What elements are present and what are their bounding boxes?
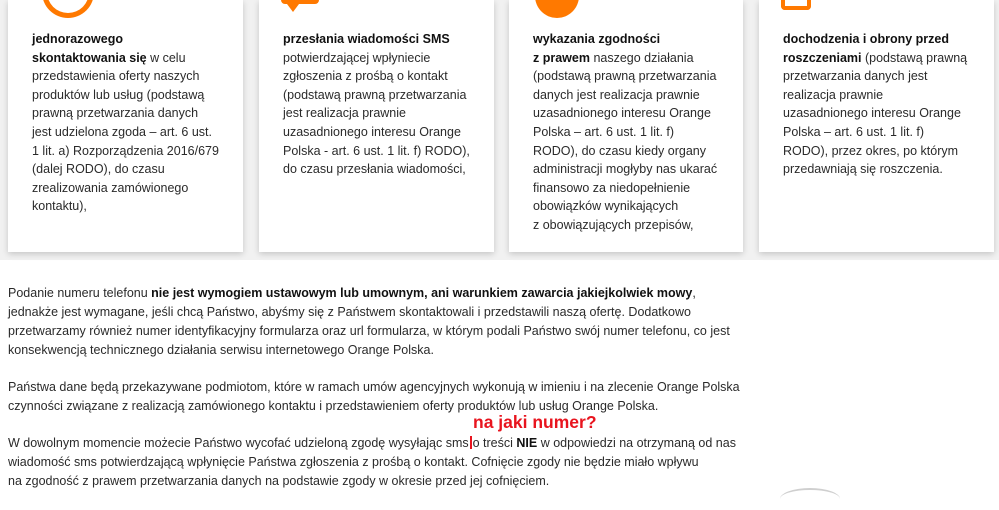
- card-text: (podstawą prawną przetwarzania danych jest realizacja prawnie uzasadnionego interesu Orange Polska – art. 6 ust. 1 lit. f) RODO), przez okres, po którym przedawniają się roszczenia.: [783, 50, 968, 177]
- card-contact: [8, 0, 243, 252]
- decorative-arc: [780, 488, 840, 510]
- card-compliance: [509, 0, 743, 252]
- phone-icon: [42, 0, 94, 18]
- text: Podanie numeru telefonu: [8, 286, 152, 300]
- card-title: jednorazowego skontaktowania się: [32, 32, 147, 65]
- text-cursor-marker: [470, 436, 472, 449]
- annotation-question: na jaki numer?: [473, 412, 597, 432]
- card-text: naszego działania (podstawą prawną przetwarzania danych jest realizacja prawnie uzasadnionego interesu Orange Polska – art. 6 ust. 1 lit. f) RODO), do czasu kiedy organy administracji mogłyby nas ukarać finansowo za niedopełnienie obowiązków wynikających z obowiązujących przepisów,: [533, 50, 718, 232]
- text: , jednakże jest wymagane, jeśli chcą Państwo, abyśmy się z Państwem skontaktowali i przedstawili naszą ofertę. Dodatkowo przetwarzamy również numer identyfikacyjny formularza oraz url formularza, w którym podali Państwo swój numer telefonu, co jest konsekwencją technicznego działania serwisu internetowego Orange Polska.: [8, 286, 730, 357]
- card-title: przesłania wiadomości SMS: [283, 32, 450, 46]
- text: W dowolnym momencie możecie Państwo wycofać udzieloną zgodę wysyłając sms: [8, 436, 469, 450]
- card-title: wykazania zgodności z prawem: [533, 32, 661, 65]
- chat-bubble-icon: [281, 0, 319, 4]
- paragraph-phone-requirement: [8, 284, 748, 360]
- paragraph-data-transfer: [8, 378, 748, 416]
- card-text: potwierdzającej wpłyniecie zgłoszenia z prośbą o kontakt (podstawą prawną przetwarzania jest realizacja prawnie uzasadnionego interesu Orange Polska - art. 6 ust. 1 lit. f) RODO), do czasu przesłania wiadomości,: [283, 50, 470, 177]
- shield-icon: [535, 0, 579, 18]
- bold-text: NIE: [516, 436, 538, 450]
- card-claims: [759, 0, 994, 252]
- document-icon: [781, 0, 811, 10]
- card-text: w celu przedstawienia oferty naszych produktów lub usług (podstawą prawną przetwarzania danych jest udzielona zgoda – art. 6 ust. 1 lit. a) Rozporządzenia 2016/679 (dalej RODO), do czasu zrealizowania zamówionego kontaktu),: [32, 50, 219, 214]
- card-title: dochodzenia i obrony przed roszczeniami: [783, 32, 949, 65]
- paragraph-withdraw-consent: [8, 434, 748, 491]
- bold-text: nie jest wymogiem ustawowym lub umownym, ani warunkiem zawarcia jakiejkolwiek mowy: [151, 286, 693, 300]
- card-sms: [259, 0, 494, 252]
- text: o treści: [472, 436, 517, 450]
- text: Państwa dane będą przekazywane podmiotom, które w ramach umów agencyjnych wykonują w imieniu i na zlecenie Orange Polska czynności związane z realizacją zamówionego kontaktu i przedstawieniem oferty produktów lub usług Orange Polska.: [8, 380, 740, 413]
- text: w odpowiedzi na otrzymaną od nas wiadomość sms potwierdzającą wpłynięcie Państwa zgłoszenia z prośbą o kontakt. Cofnięcie zgody nie będzie miało wpływu na zgodność z prawem przetwarzania danych na podstawie zgody w okresie przed jej cofnięciem.: [8, 436, 736, 488]
